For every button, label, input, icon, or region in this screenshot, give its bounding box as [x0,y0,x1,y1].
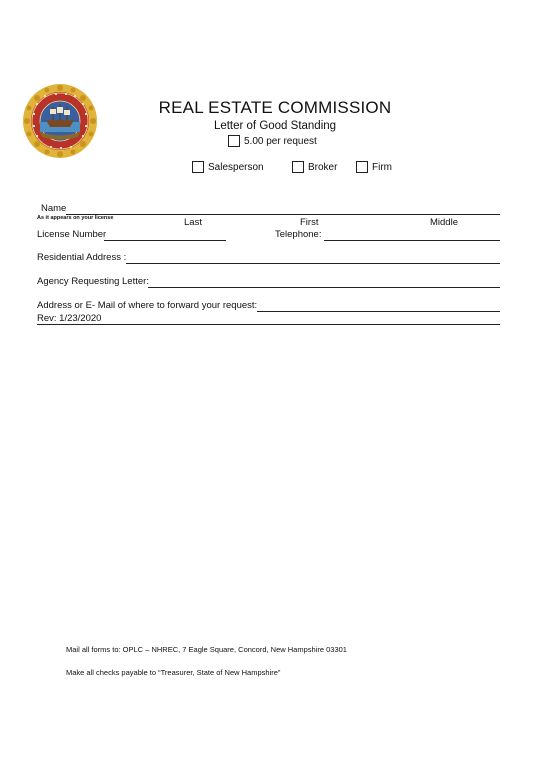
fee-row [228,135,317,147]
forward-address-field[interactable] [257,311,500,312]
agency-label: Agency Requesting Letter: [37,276,149,287]
salesperson-option[interactable] [192,161,264,173]
check-instructions: Make all checks payable to “Treasurer, State of New Hampshire” [66,668,281,677]
salesperson-checkbox[interactable] [192,161,204,173]
residential-address-field[interactable] [126,263,500,264]
name-first-label: First [300,217,319,228]
name-last-label: Last [184,217,202,228]
name-note: As it appears on your license [37,215,114,221]
forward-address-label: Address or E- Mail of where to forward your request: [37,300,258,311]
broker-option[interactable] [292,161,337,173]
page-title: REAL ESTATE COMMISSION [158,98,392,117]
name-label: Name [41,203,67,214]
name-field[interactable] [66,214,500,215]
license-number-label: License Number [37,229,107,240]
salesperson-label: Salesperson [208,161,264,173]
firm-label: Firm [372,161,392,173]
license-number-field[interactable] [104,240,226,241]
residential-address-label: Residential Address : [37,252,127,263]
firm-checkbox[interactable] [356,161,368,173]
name-middle-label: Middle [430,217,458,228]
broker-label: Broker [308,161,338,173]
broker-checkbox[interactable] [292,161,304,173]
telephone-label: Telephone: [275,229,322,240]
agency-field[interactable] [148,287,500,288]
fee-checkbox[interactable] [228,135,240,147]
mail-instructions: Mail all forms to: OPLC – NHREC, 7 Eagle Square, Concord, New Hampshire 03301 [66,645,347,654]
fee-label: 5.00 per request [244,135,317,147]
form-bottom-divider [37,324,500,325]
firm-option[interactable] [356,161,392,173]
telephone-field[interactable] [324,240,500,241]
page-subtitle: Letter of Good Standing [213,120,337,132]
revision-date: Rev: 1/23/2020 [37,313,102,324]
